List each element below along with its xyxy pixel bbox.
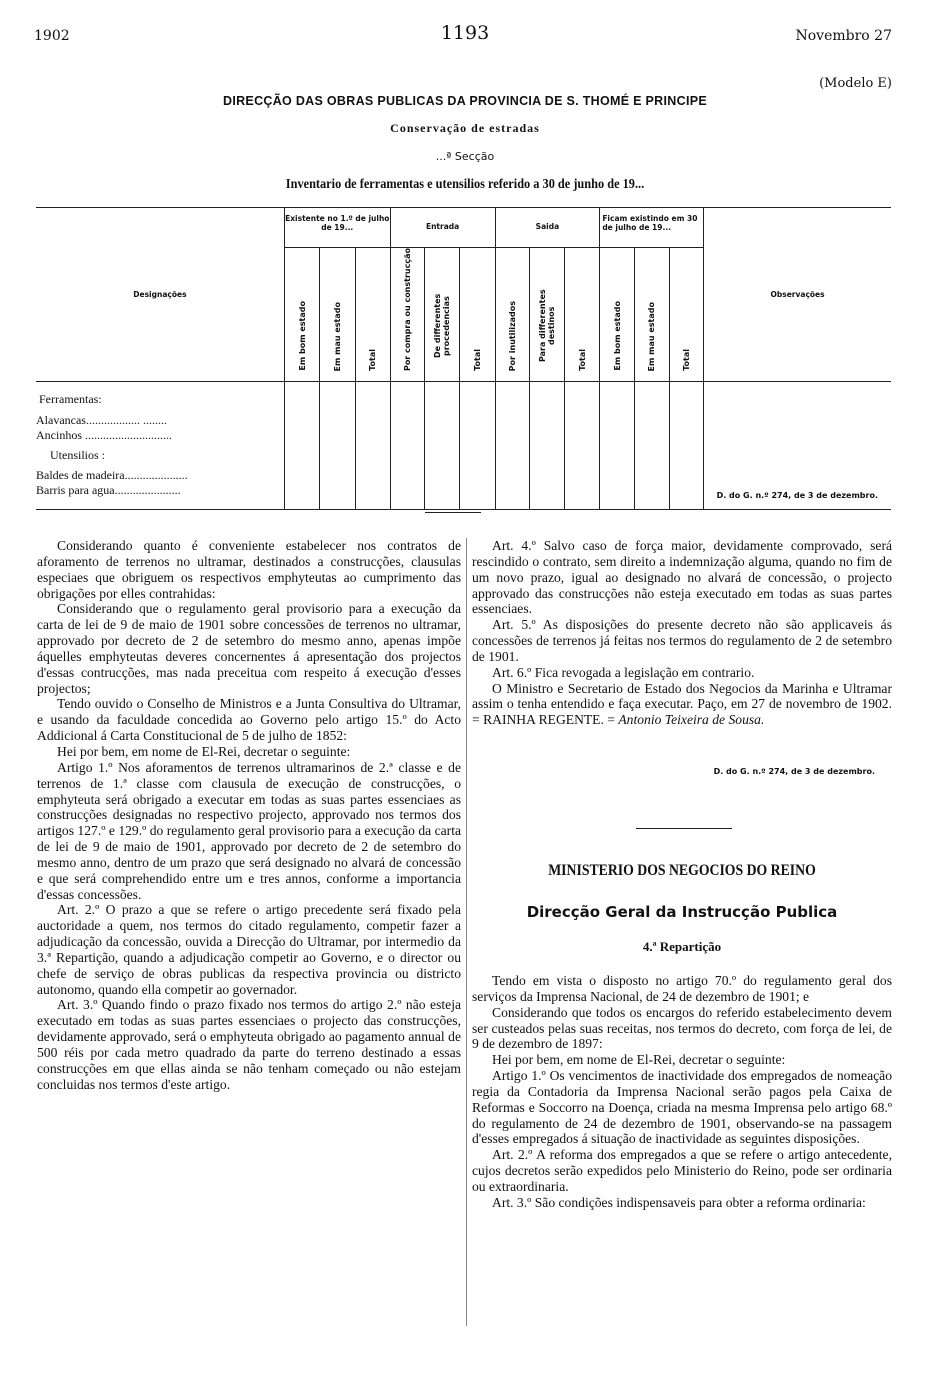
page-year: 1902: [34, 28, 70, 44]
col-observacoes: Observações: [704, 208, 891, 382]
form-heading: Inventario de ferramentas e utensilios referido a 30 de junho de 19...: [285, 177, 645, 192]
left-column: [37, 538, 461, 1093]
right-column-top: [472, 538, 892, 728]
sub-compra: Por compra ou construcção: [402, 248, 412, 372]
column-separator: [466, 538, 467, 1326]
signing-text: O Ministro e Secretario de Estado dos Negocios da Marinha e Ultramar assim o tenha entendido e faça executar. Paço, em 27 de novembro de 1902. = RAINHA REGENTE. =: [472, 680, 892, 728]
model-label: (Modelo E): [819, 76, 892, 91]
ministry-title: MINISTERIO DOS NEGOCIOS DO REINO: [548, 862, 816, 879]
paragraph: Considerando que todos os encargos do referido estabelecimento devem ser custeados pelas suas receitas, nos termos do decreto, com força de lei, de 9 de dezembro de 1897:: [472, 1004, 892, 1052]
sub-inutilizados: Por inutilizados: [507, 300, 517, 372]
paragraph: Art. 4.º Salvo caso de força maior, devidamente comprovado, será rescindido o contrato, sem direito a indemnização alguma, quando no fim de um novo prazo, igual ao designado no alvará de concessão, o projecto approvado das construcções não esteja executado em todas as suas partes essenciaes.: [472, 538, 892, 617]
row-ancinhos: Ancinhos .............................: [36, 428, 172, 443]
group-entrada: Entrada: [390, 208, 495, 248]
sub-destinos: Para differentes destinos: [537, 289, 556, 363]
sub-total-1: Total: [368, 349, 378, 372]
paragraph: Artigo 1.º Nos aforamentos de terrenos ultramarinos de 2.ª classe e de terrenos de 1.ª classe com clausula de execução de construcções, o emphyteuta será obrigado a executar em todas as suas partes essenciaes as construcções designadas no respectivo projecto, approvado nos termos dos artigos 127.º e 129.º do regulamento geral provisorio para a execução da carta de lei de 9 de maio de 1901, approvado por decreto de 2 de setembro do mesmo anno, dentro de um prazo que será designado no alvará de concessão e que será comprehendido entre um e tres annos, conforme a importancia d'essas concessões.: [37, 759, 461, 902]
sub-total-3: Total: [577, 349, 587, 372]
row-baldes: Baldes de madeira.....................: [36, 468, 188, 483]
group-existente: Existente no 1.º de julho de 19...: [284, 208, 390, 248]
paragraph: Artigo 1.º Os vencimentos de inactividade dos empregados de nomeação regia da Contadoria da Imprensa Nacional serão pagos pela Caixa de Reformas e Soccorro na Doença, criada na mesma Imprensa pelo artigo 68.º do regulamento de 24 de dezembro de 1901, observando-se na passagem d'esses empregados á situação de inactividade as seguintes disposições.: [472, 1068, 892, 1147]
paragraph: Art. 6.º Fica revogada a legislação em contrario.: [492, 664, 755, 680]
page-number: 1193: [440, 22, 490, 44]
ministry-direction: Direcção Geral da Instrucção Publica: [526, 903, 838, 921]
form-subtitle: Conservação de estradas: [390, 121, 540, 135]
paragraph: Considerando que o regulamento geral provisorio para a execução da carta de lei de 9 de maio de 1901 sobre concessões de terrenos no ultramar, approvado por decreto de 2 de setembro do mesmo anno, apenas impõe áquelles emphyteutas deveres concernentes á apresentação dos projectos d'essas contrucções, mas nada preceitua com respeito á execução d'esses projectos;: [37, 601, 461, 696]
group-saida: Saida: [495, 208, 600, 248]
label-ferramentas: Ferramentas:: [39, 392, 102, 407]
table-source: D. do G. n.º 274, de 3 de dezembro.: [716, 491, 878, 500]
form-title: DIRECÇÃO DAS OBRAS PUBLICAS DA PROVINCIA DE S. THOMÉ E PRINCIPE: [223, 94, 707, 108]
paragraph: Hei por bem, em nome de El-Rei, decretar o seguinte:: [492, 1052, 786, 1068]
page-date: Novembro 27: [795, 28, 892, 44]
ministry-repartition: 4.ª Repartição: [642, 939, 722, 954]
sub-mau-2: Em mau estado: [647, 301, 657, 372]
row-alavancas: Alavancas.................. ........: [36, 413, 167, 428]
paragraph: Art. 2.º O prazo a que se refere o artigo precedente será fixado pela auctoridade a quem, nos termos do citado regulamento, competir fazer a adjudicação da concessão, ouvida a Direcção do Ultramar, por intermedio da 3.ª Repartição, quando a adjudicação competir ao Governo, e o director ou chefe de serviço de obras publicas da respectiva provincia ou districto autonomo, quando ella competir ao governador.: [37, 902, 461, 997]
right-column-bottom: [472, 973, 892, 1211]
divider: [636, 828, 732, 829]
sub-mau-1: Em mau estado: [333, 301, 343, 372]
paragraph: Tendo em vista o disposto no artigo 70.º do regulamento geral dos serviços da Imprensa Nacional, de 24 de dezembro de 1901; e: [472, 973, 892, 1004]
sub-procedencias: De differentes procedencias: [433, 293, 452, 359]
sub-bom-1: Em bom estado: [297, 301, 307, 372]
sub-bom-2: Em bom estado: [612, 301, 622, 372]
paragraph: Art. 3.º Quando findo o prazo fixado nos termos do artigo 2.º não esteja executado em todas as suas partes essenciaes o projecto das construcções, devidamente approvado, será o emphyteuta obrigado ao pagamento annual de 500 réis por cada metro quadrado da parte do terreno destinado a essas construcções em que ellas ainda se não tenham começado ou não estejam concluidas nos termos d'este artigo.: [37, 997, 461, 1092]
signing-paragraph: [472, 681, 892, 729]
paragraph: Art. 2.º A reforma dos empregados a que se refere o artigo antecedente, cujos decretos serão expedidos pelo Ministerio do Reino, pode ser ordinaria ou extraordinaria.: [472, 1147, 892, 1194]
decree-source: D. do G. n.º 274, de 3 de dezembro.: [713, 767, 875, 776]
paragraph: Hei por bem, em nome de El-Rei, decretar o seguinte:: [57, 743, 351, 759]
paragraph: Art. 5.º As disposições do presente decreto não são applicaveis ás concessões de terrenos já feitas nos termos do regulamento de 2 de setembro de 1901.: [472, 617, 892, 664]
paragraph: Tendo ouvido o Conselho de Ministros e a Junta Consultiva do Ultramar, e usando da faculdade concedida ao Governo pelo artigo 15.º do Acto Addicional á Carta Constitucional de 5 de julho de 1852:: [37, 696, 461, 744]
paragraph: Considerando quanto é conveniente estabelecer nos contratos de aforamento de terrenos no ultramar, destinados a construcções, clausulas especiaes que obriguem os respectivos emphyteutas ao cumprimento das obrigações por elles contrahidas:: [37, 538, 461, 601]
sub-total-2: Total: [472, 349, 482, 372]
row-barris: Barris para agua......................: [36, 483, 181, 498]
sub-total-4: Total: [681, 349, 691, 372]
label-utensilios: Utensilios :: [50, 448, 106, 463]
signatory: Antonio Teixeira de Sousa.: [618, 712, 765, 728]
divider: [425, 512, 481, 513]
inventory-table: [36, 207, 891, 510]
form-section: ...ª Secção: [435, 150, 495, 163]
col-designacoes: Designações: [36, 208, 284, 382]
paragraph: Art. 3.º São condições indispensaveis para obter a reforma ordinaria:: [492, 1194, 866, 1210]
group-ficam: Ficam existindo em 30 de julho de 19...: [600, 208, 704, 248]
